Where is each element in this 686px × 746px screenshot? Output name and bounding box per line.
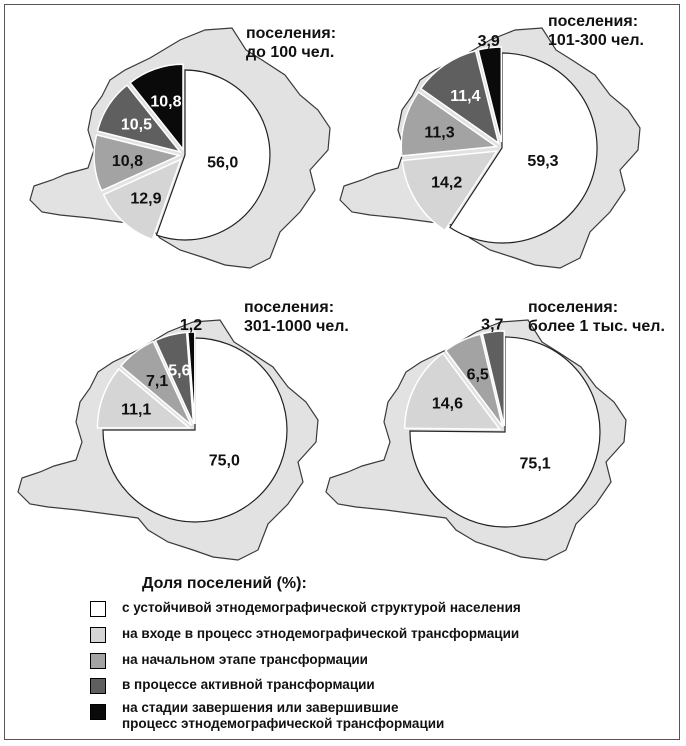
panel-2-label-active: 11,4 <box>450 87 481 105</box>
panel-4-label-entering: 14,6 <box>431 395 463 413</box>
panel-1-label-completing: 10,8 <box>150 93 182 111</box>
panel-4-label-initial: 6,5 <box>466 366 489 384</box>
legend-label-initial: на начальном этапе трансформации <box>122 652 368 667</box>
legend-label-stable: с устойчивой этнодемографической структурой населения <box>122 600 521 615</box>
legend-label-completing <box>122 700 444 732</box>
legend-swatch-initial <box>90 653 106 669</box>
panel-3-label-active: 5,6 <box>168 362 191 380</box>
legend-label-active: в процессе активной трансформации <box>122 677 375 692</box>
panel-1-label-initial: 10,8 <box>111 153 143 171</box>
panel-1-title <box>246 24 336 62</box>
panel-4-title-line-2: более 1 тыс. чел. <box>528 318 665 335</box>
panel-3-label-stable: 75,0 <box>208 452 240 470</box>
panel-1-label-stable: 56,0 <box>207 154 239 172</box>
panel-1-title-line-2: до 100 чел. <box>246 44 335 61</box>
panel-2-label-initial: 11,3 <box>424 124 455 142</box>
panel-2-title-line-2: 101-300 чел. <box>548 32 644 49</box>
panel-2-label-stable: 59,3 <box>527 153 559 171</box>
panel-1-title-line-1: поселения: <box>246 25 337 42</box>
legend-label-completing-line-2: процесс этнодемографической трансформации <box>122 716 445 731</box>
panel-1-label-entering: 12,9 <box>130 190 162 208</box>
panel-4-title-line-1: поселения: <box>528 299 619 316</box>
panel-4-label-stable: 75,1 <box>519 455 551 473</box>
legend-label-completing-line-1: на стадии завершения или завершившие <box>122 700 399 715</box>
panel-2-label-entering: 14,2 <box>431 174 463 192</box>
panel-3-label-completing: 1,2 <box>179 317 203 335</box>
panel-3-title-line-2: 301-1000 чел. <box>244 318 349 335</box>
panel-2-title-line-1: поселения: <box>548 13 639 30</box>
panel-3-title-line-1: поселения: <box>244 299 335 316</box>
panel-4-label-active: 3,7 <box>481 316 504 334</box>
panel-3-title <box>244 298 349 336</box>
legend-swatch-completing <box>90 704 106 720</box>
panel-2-title <box>548 12 644 50</box>
legend-swatch-active <box>90 678 106 694</box>
panel-1-label-active: 10,5 <box>120 116 152 134</box>
legend-swatch-stable <box>90 601 106 617</box>
panel-3-label-initial: 7,1 <box>145 373 169 391</box>
legend-label-entering: на входе в процесс этнодемографической трансформации <box>122 626 520 641</box>
legend-title: Доля поселений (%): <box>142 575 307 592</box>
panel-4-title <box>528 298 665 336</box>
panel-3-label-entering: 11,1 <box>121 401 152 419</box>
panel-2-label-completing: 3,9 <box>477 32 500 50</box>
legend-swatch-entering <box>90 627 106 643</box>
